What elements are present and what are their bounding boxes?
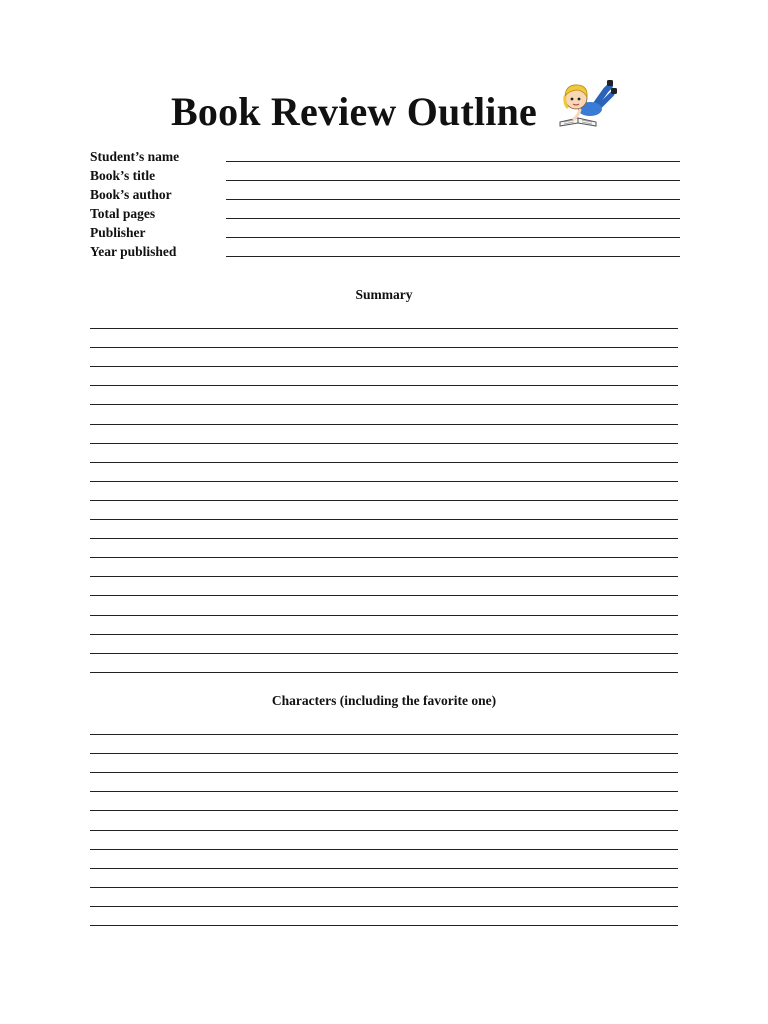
writing-line[interactable] xyxy=(90,906,678,907)
writing-line[interactable] xyxy=(90,443,678,444)
writing-line[interactable] xyxy=(90,849,678,850)
writing-line[interactable] xyxy=(90,557,678,558)
writing-line[interactable] xyxy=(90,868,678,869)
writing-line[interactable] xyxy=(90,538,678,539)
year-published-line[interactable] xyxy=(226,256,680,257)
writing-line[interactable] xyxy=(90,887,678,888)
writing-line[interactable] xyxy=(90,481,678,482)
writing-line[interactable] xyxy=(90,653,678,654)
writing-line[interactable] xyxy=(90,595,678,596)
field-label: Student’s name xyxy=(90,149,180,164)
writing-line[interactable] xyxy=(90,328,678,329)
book-author-line[interactable] xyxy=(226,199,680,200)
writing-line[interactable] xyxy=(90,500,678,501)
field-label: Book’s title xyxy=(90,168,156,183)
writing-line[interactable] xyxy=(90,519,678,520)
field-row-book-author[interactable] xyxy=(90,184,680,203)
total-pages-line[interactable] xyxy=(226,218,680,219)
child-reading-book-icon xyxy=(556,76,618,130)
field-row-student-name[interactable] xyxy=(90,146,680,165)
field-label: Year published xyxy=(90,244,177,259)
writing-line[interactable] xyxy=(90,347,678,348)
writing-line[interactable] xyxy=(90,734,678,735)
field-row-total-pages[interactable] xyxy=(90,203,680,222)
field-row-year-published[interactable] xyxy=(90,241,680,260)
writing-line[interactable] xyxy=(90,634,678,635)
page-title: Book Review Outline xyxy=(170,89,538,134)
field-row-publisher[interactable] xyxy=(90,222,680,241)
writing-line[interactable] xyxy=(90,462,678,463)
writing-line[interactable] xyxy=(90,672,678,673)
writing-line[interactable] xyxy=(90,753,678,754)
field-row-book-title[interactable] xyxy=(90,165,680,184)
writing-line[interactable] xyxy=(90,791,678,792)
characters-heading: Characters (including the favorite one) xyxy=(271,693,497,708)
writing-line[interactable] xyxy=(90,424,678,425)
book-title-line[interactable] xyxy=(226,180,680,181)
publisher-line[interactable] xyxy=(226,237,680,238)
field-label: Publisher xyxy=(90,225,146,240)
student-name-line[interactable] xyxy=(226,161,680,162)
field-label: Book’s author xyxy=(90,187,172,202)
book-info-fields xyxy=(90,146,680,260)
writing-line[interactable] xyxy=(90,615,678,616)
field-label: Total pages xyxy=(90,206,156,221)
summary-heading: Summary xyxy=(355,287,413,302)
writing-line[interactable] xyxy=(90,925,678,926)
writing-line[interactable] xyxy=(90,404,678,405)
writing-line[interactable] xyxy=(90,576,678,577)
writing-line[interactable] xyxy=(90,830,678,831)
writing-line[interactable] xyxy=(90,366,678,367)
writing-line[interactable] xyxy=(90,810,678,811)
writing-line[interactable] xyxy=(90,385,678,386)
writing-line[interactable] xyxy=(90,772,678,773)
